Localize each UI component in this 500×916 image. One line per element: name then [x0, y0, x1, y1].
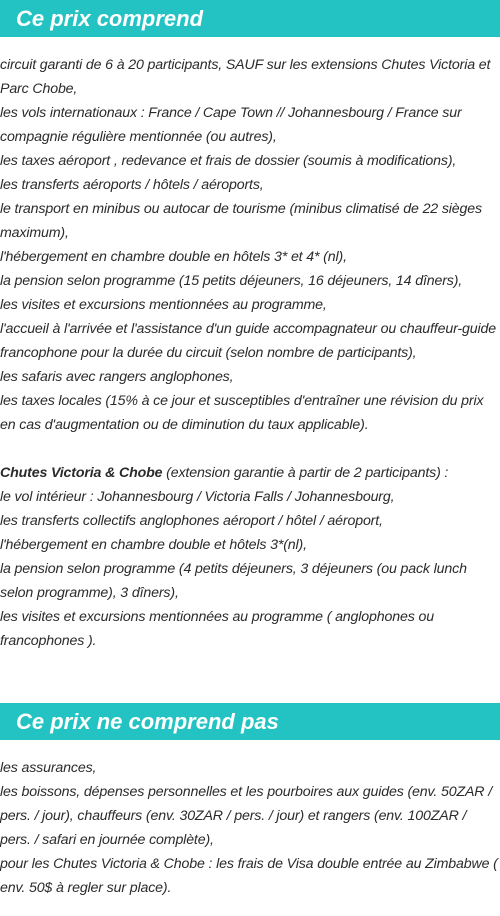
list-item: pour les Chutes Victoria & Chobe : les frais de Visa double entrée au Zimbabwe ( env. 50$ à regler sur place).: [0, 856, 498, 896]
list-item: les visites et excursions mentionnées au programme ( anglophones ou francophones ).: [0, 609, 434, 649]
list-item: les vols internationaux : France / Cape Town // Johannesbourg / France sur compagnie régulière mentionnée (ou autres),: [0, 105, 462, 145]
list-item: la pension selon programme (4 petits déjeuners, 3 déjeuners (ou pack lunch selon programme), 3 dîners),: [0, 561, 467, 601]
list-item: les safaris avec rangers anglophones,: [0, 369, 234, 385]
list-item: l'hébergement en chambre double et hôtels 3*(nl),: [0, 537, 307, 553]
list-item: l'accueil à l'arrivée et l'assistance d'un guide accompagnateur ou chauffeur-guide francophone pour la durée du circuit (selon nombre de participants),: [0, 321, 496, 361]
list-item: les assurances,: [0, 760, 97, 776]
includes-title: Ce prix comprend: [16, 6, 204, 31]
excludes-title: Ce prix ne comprend pas: [16, 709, 279, 734]
extension-subtitle: (extension garantie à partir de 2 participants) :: [162, 465, 449, 481]
list-item: le vol intérieur : Johannesbourg / Victoria Falls / Johannesbourg,: [0, 489, 395, 505]
list-item: les transferts aéroports / hôtels / aéroports,: [0, 177, 264, 193]
list-item: l'hébergement en chambre double en hôtels 3* et 4* (nl),: [0, 249, 347, 265]
list-item: les boissons, dépenses personnelles et les pourboires aux guides (env. 50ZAR / pers. / jour), chauffeurs (env. 30ZAR / pers. / jour) et rangers (env. 100ZAR / pers. / safari en journée complète),: [0, 784, 492, 848]
extension-heading: [0, 461, 500, 485]
section-header-excludes: [0, 703, 500, 740]
list-item: les taxes locales (15% à ce jour et susceptibles d'entraîner une révision du prix en cas d'augmentation ou de diminution du taux applicable).: [0, 393, 484, 433]
list-item: les taxes aéroport , redevance et frais de dossier (soumis à modifications),: [0, 153, 457, 169]
extension-list: [0, 461, 500, 653]
extension-title: Chutes Victoria & Chobe: [0, 465, 163, 481]
includes-list: [0, 53, 500, 437]
excludes-list: [0, 756, 500, 900]
list-item: la pension selon programme (15 petits déjeuners, 16 déjeuners, 14 dîners),: [0, 273, 463, 289]
list-item: les transferts collectifs anglophones aéroport / hôtel / aéroport,: [0, 513, 383, 529]
list-item: le transport en minibus ou autocar de tourisme (minibus climatisé de 22 sièges maximum),: [0, 201, 482, 241]
list-item: les visites et excursions mentionnées au programme,: [0, 297, 327, 313]
list-item: circuit garanti de 6 à 20 participants, SAUF sur les extensions Chutes Victoria et Parc Chobe,: [0, 57, 491, 97]
section-header-includes: [0, 0, 500, 37]
